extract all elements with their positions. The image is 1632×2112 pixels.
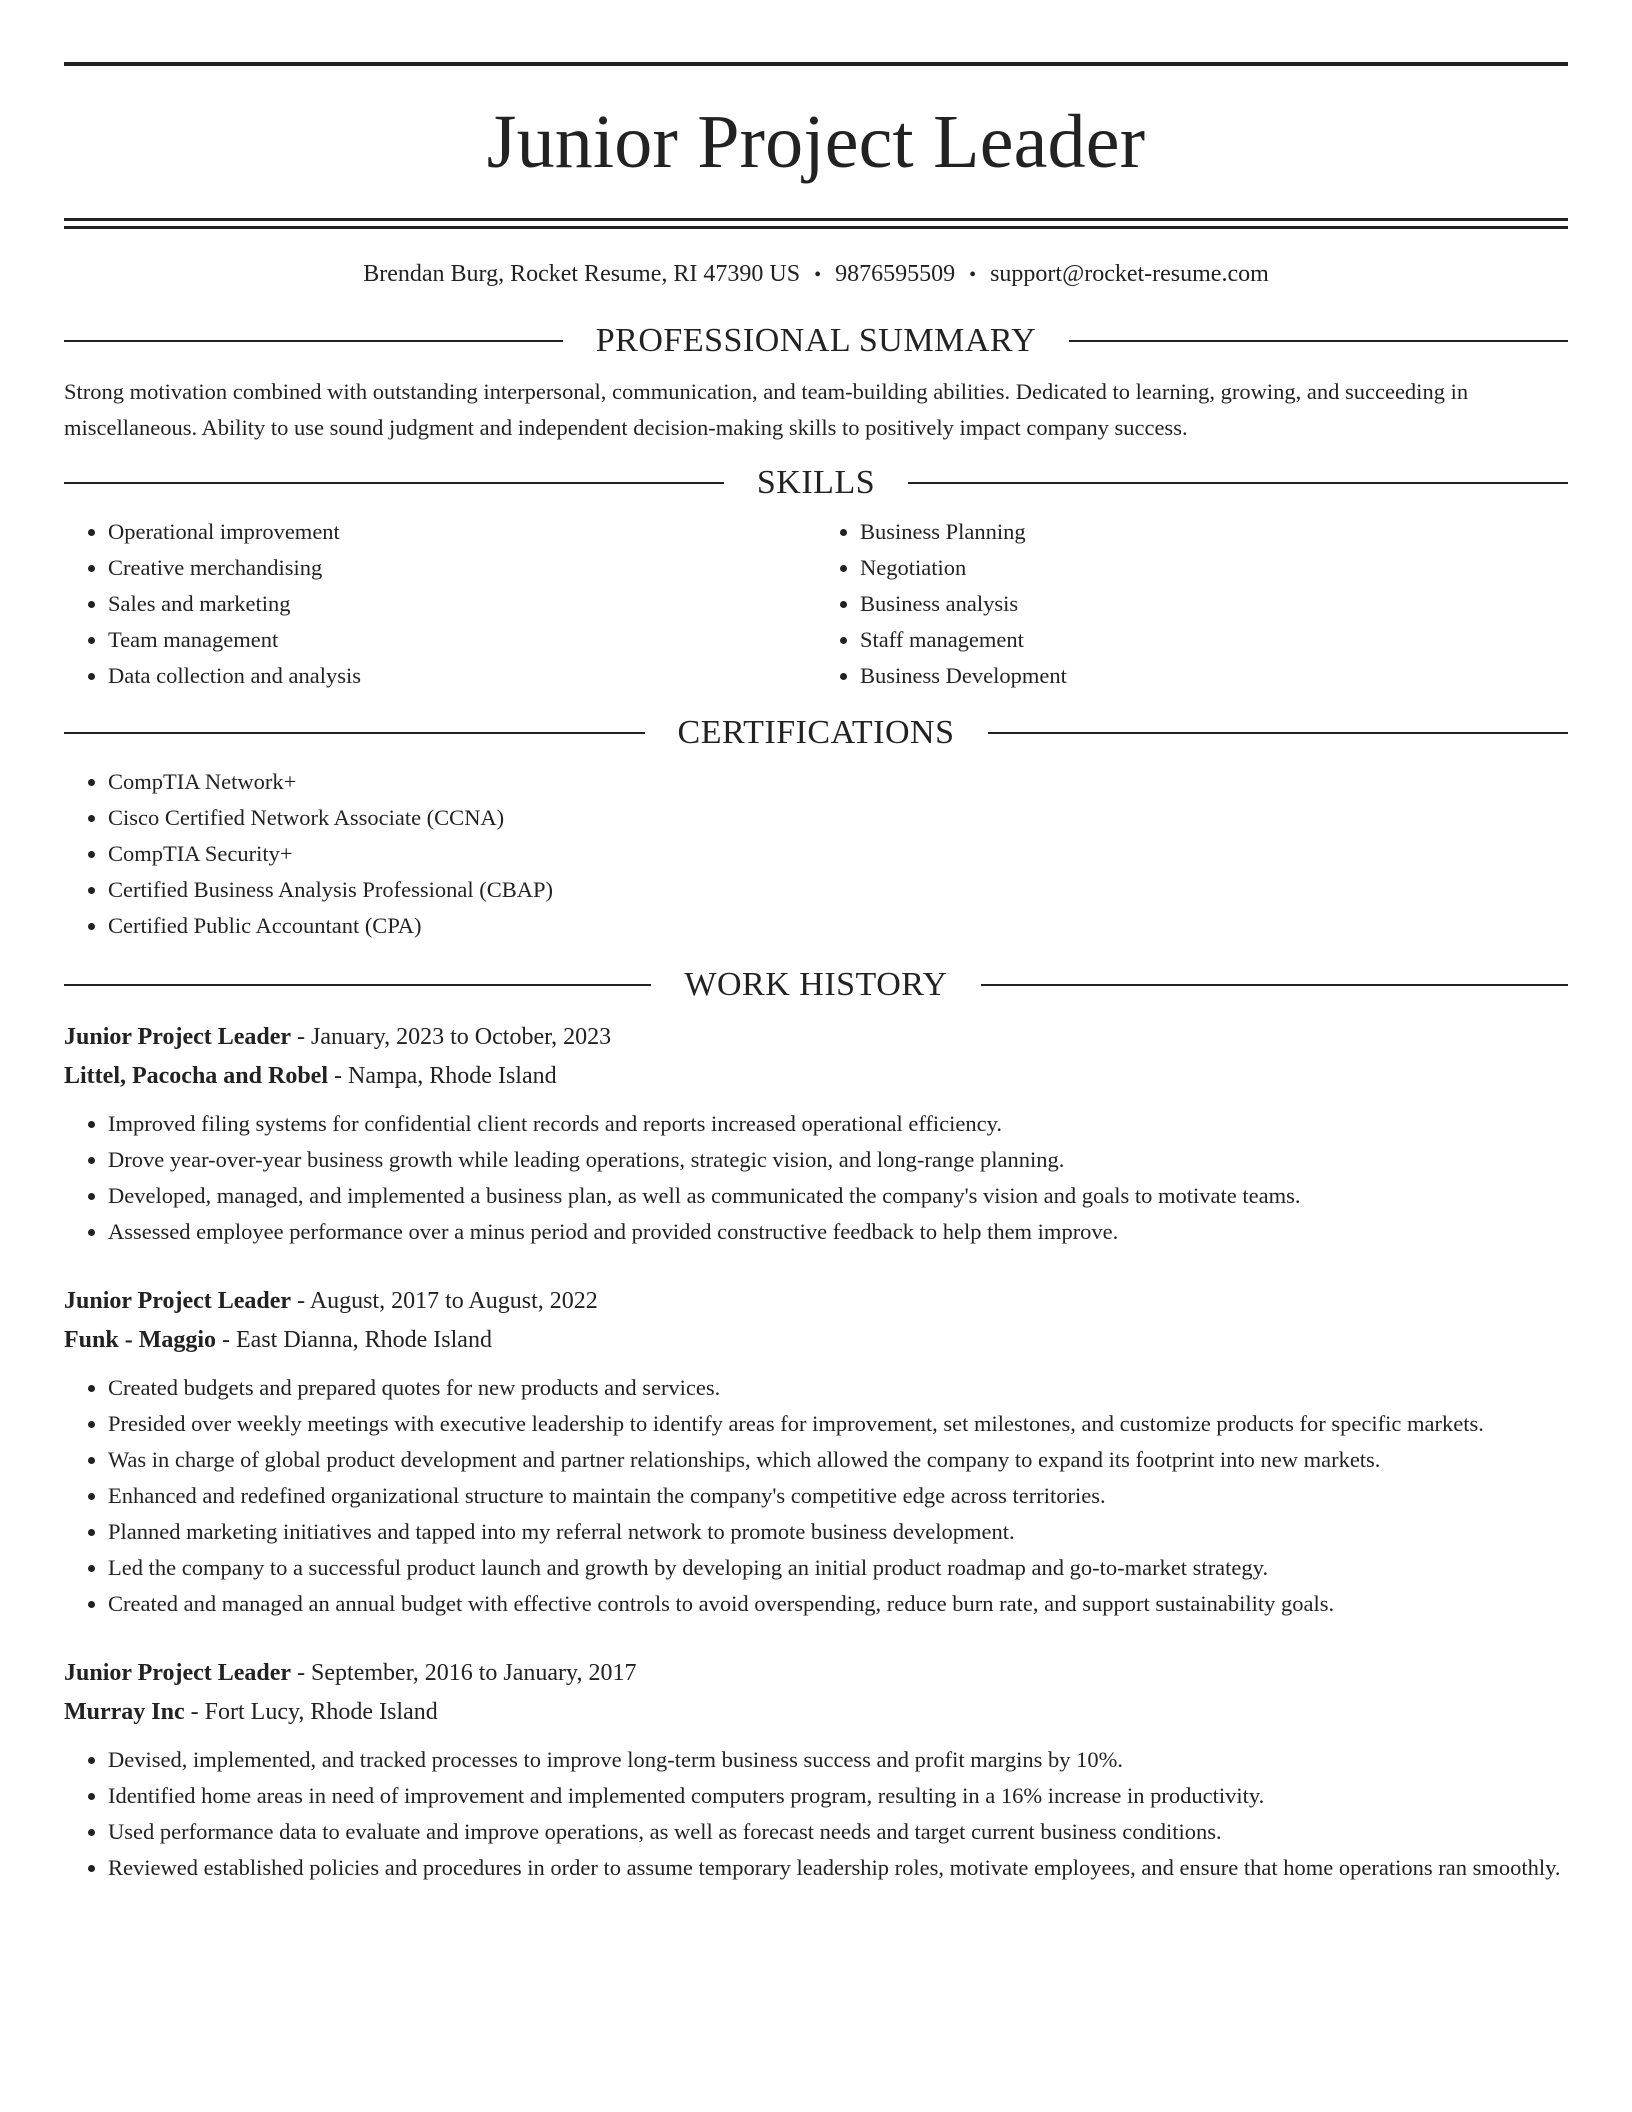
job-entry <box>64 1654 1568 1886</box>
job-bullet: • Used performance data to evaluate and improve operations, as well as forecast needs and target current business conditions. <box>108 1814 1568 1850</box>
skill-item: • Team management <box>108 622 816 658</box>
summary-heading: PROFESSIONAL SUMMARY <box>595 322 1037 359</box>
title-double-rule <box>64 218 1568 221</box>
job-company: Murray Inc <box>64 1699 185 1725</box>
job-bullet: • Planned marketing initiatives and tapped into my referral network to promote business development. <box>108 1514 1568 1550</box>
contact-email[interactable]: support@rocket-resume.com <box>990 261 1269 287</box>
contact-line <box>64 259 1568 290</box>
job-bullet: • Presided over weekly meetings with executive leadership to identify areas for improvement, set milestones, and customize products for specific markets. <box>108 1406 1568 1442</box>
job-dates: - August, 2017 to August, 2022 <box>291 1288 598 1314</box>
job-bullet: • Led the company to a successful product launch and growth by developing an initial product roadmap and go-to-market strategy. <box>108 1550 1568 1586</box>
job-bullet: • Drove year-over-year business growth while leading operations, strategic vision, and long-range planning. <box>108 1142 1568 1178</box>
job-company: Funk - Maggio <box>64 1327 217 1353</box>
job-title-line <box>64 1282 1568 1321</box>
job-role: Junior Project Leader <box>64 1660 292 1686</box>
section-rule-right <box>1069 340 1568 342</box>
job-bullet: • Developed, managed, and implemented a business plan, as well as communicated the company's vision and goals to motivate teams. <box>108 1178 1568 1214</box>
skill-item: • Creative merchandising <box>108 550 816 586</box>
section-rule-right <box>908 482 1568 484</box>
section-rule-left <box>64 482 724 484</box>
job-bullet: • Identified home areas in need of improvement and implemented computers program, resulting in a 16% increase in productivity. <box>108 1778 1568 1814</box>
certification-item: • Cisco Certified Network Associate (CCNA) <box>108 800 1568 836</box>
job-role: Junior Project Leader <box>64 1288 292 1314</box>
skill-item: • Business Planning <box>860 514 1568 550</box>
top-rule <box>64 62 1568 66</box>
job-bullet: • Improved filing systems for confidential client records and reports increased operational efficiency. <box>108 1106 1568 1142</box>
job-location: - East Dianna, Rhode Island <box>216 1327 492 1353</box>
certifications-list <box>64 764 1568 944</box>
certifications-heading: CERTIFICATIONS <box>677 714 955 751</box>
job-bullet: • Devised, implemented, and tracked processes to improve long-term business success and profit margins by 10%. <box>108 1742 1568 1778</box>
certification-item: • CompTIA Security+ <box>108 836 1568 872</box>
job-bullet: • Created and managed an annual budget with effective controls to avoid overspending, reduce burn rate, and support sustainability goals. <box>108 1586 1568 1622</box>
contact-address: Brendan Burg, Rocket Resume, RI 47390 US <box>363 261 801 287</box>
section-rule-left <box>64 732 645 734</box>
job-company-line <box>64 1321 1568 1360</box>
job-bullet: • Reviewed established policies and procedures in order to assume temporary leadership roles, motivate employees, and ensure that home operations ran smoothly. <box>108 1850 1568 1886</box>
certification-item: • Certified Public Accountant (CPA) <box>108 908 1568 944</box>
job-bullet: • Assessed employee performance over a minus period and provided constructive feedback to help them improve. <box>108 1214 1568 1250</box>
section-rule-right <box>988 732 1569 734</box>
job-dates: - January, 2023 to October, 2023 <box>291 1024 612 1050</box>
work-heading: WORK HISTORY <box>684 966 948 1003</box>
contact-separator: • <box>814 264 822 286</box>
job-company-line <box>64 1693 1568 1732</box>
skill-item: • Business analysis <box>860 586 1568 622</box>
summary-text: Strong motivation combined with outstanding interpersonal, communication, and team-building abilities. Dedicated to learning, growing, and succeeding in miscellaneous. Ability to use sound judgment and independent decision-making skills to positively impact company success. <box>64 379 1469 440</box>
skills-heading: SKILLS <box>756 464 876 501</box>
job-bullet: • Created budgets and prepared quotes for new products and services. <box>108 1370 1568 1406</box>
job-bullets <box>64 1370 1568 1622</box>
skills-columns <box>64 514 1568 694</box>
job-title-line <box>64 1018 1568 1057</box>
job-bullet: • Enhanced and redefined organizational structure to maintain the company's competitive edge across territories. <box>108 1478 1568 1514</box>
job-bullet: • Was in charge of global product development and partner relationships, which allowed the company to expand its footprint into new markets. <box>108 1442 1568 1478</box>
skill-item: • Negotiation <box>860 550 1568 586</box>
section-rule-left <box>64 984 651 986</box>
skills-list-left <box>64 514 816 694</box>
job-bullets <box>64 1106 1568 1250</box>
job-dates: - September, 2016 to January, 2017 <box>291 1660 637 1686</box>
skill-item: • Business Development <box>860 658 1568 694</box>
certifications-section-header <box>64 712 1568 754</box>
skill-item: • Operational improvement <box>108 514 816 550</box>
certification-item: • Certified Business Analysis Professional (CBAP) <box>108 872 1568 908</box>
skills-list-right <box>816 514 1568 694</box>
section-rule-left <box>64 340 563 342</box>
summary-section-header <box>64 320 1568 362</box>
job-bullets <box>64 1742 1568 1886</box>
work-section-header <box>64 964 1568 1006</box>
contact-phone: 9876595509 <box>835 261 956 287</box>
job-location: - Nampa, Rhode Island <box>328 1063 557 1089</box>
job-company: Littel, Pacocha and Robel <box>64 1063 328 1089</box>
skill-item: • Staff management <box>860 622 1568 658</box>
skills-section-header <box>64 462 1568 504</box>
job-company-line <box>64 1057 1568 1096</box>
contact-separator: • <box>969 264 977 286</box>
job-entry <box>64 1018 1568 1250</box>
section-rule-right <box>981 984 1568 986</box>
skill-item: • Sales and marketing <box>108 586 816 622</box>
skill-item: • Data collection and analysis <box>108 658 816 694</box>
job-role: Junior Project Leader <box>64 1024 292 1050</box>
job-location: - Fort Lucy, Rhode Island <box>184 1699 438 1725</box>
resume-title: Junior Project Leader <box>486 100 1146 184</box>
job-title-line <box>64 1654 1568 1693</box>
job-entry <box>64 1282 1568 1622</box>
certification-item: • CompTIA Network+ <box>108 764 1568 800</box>
